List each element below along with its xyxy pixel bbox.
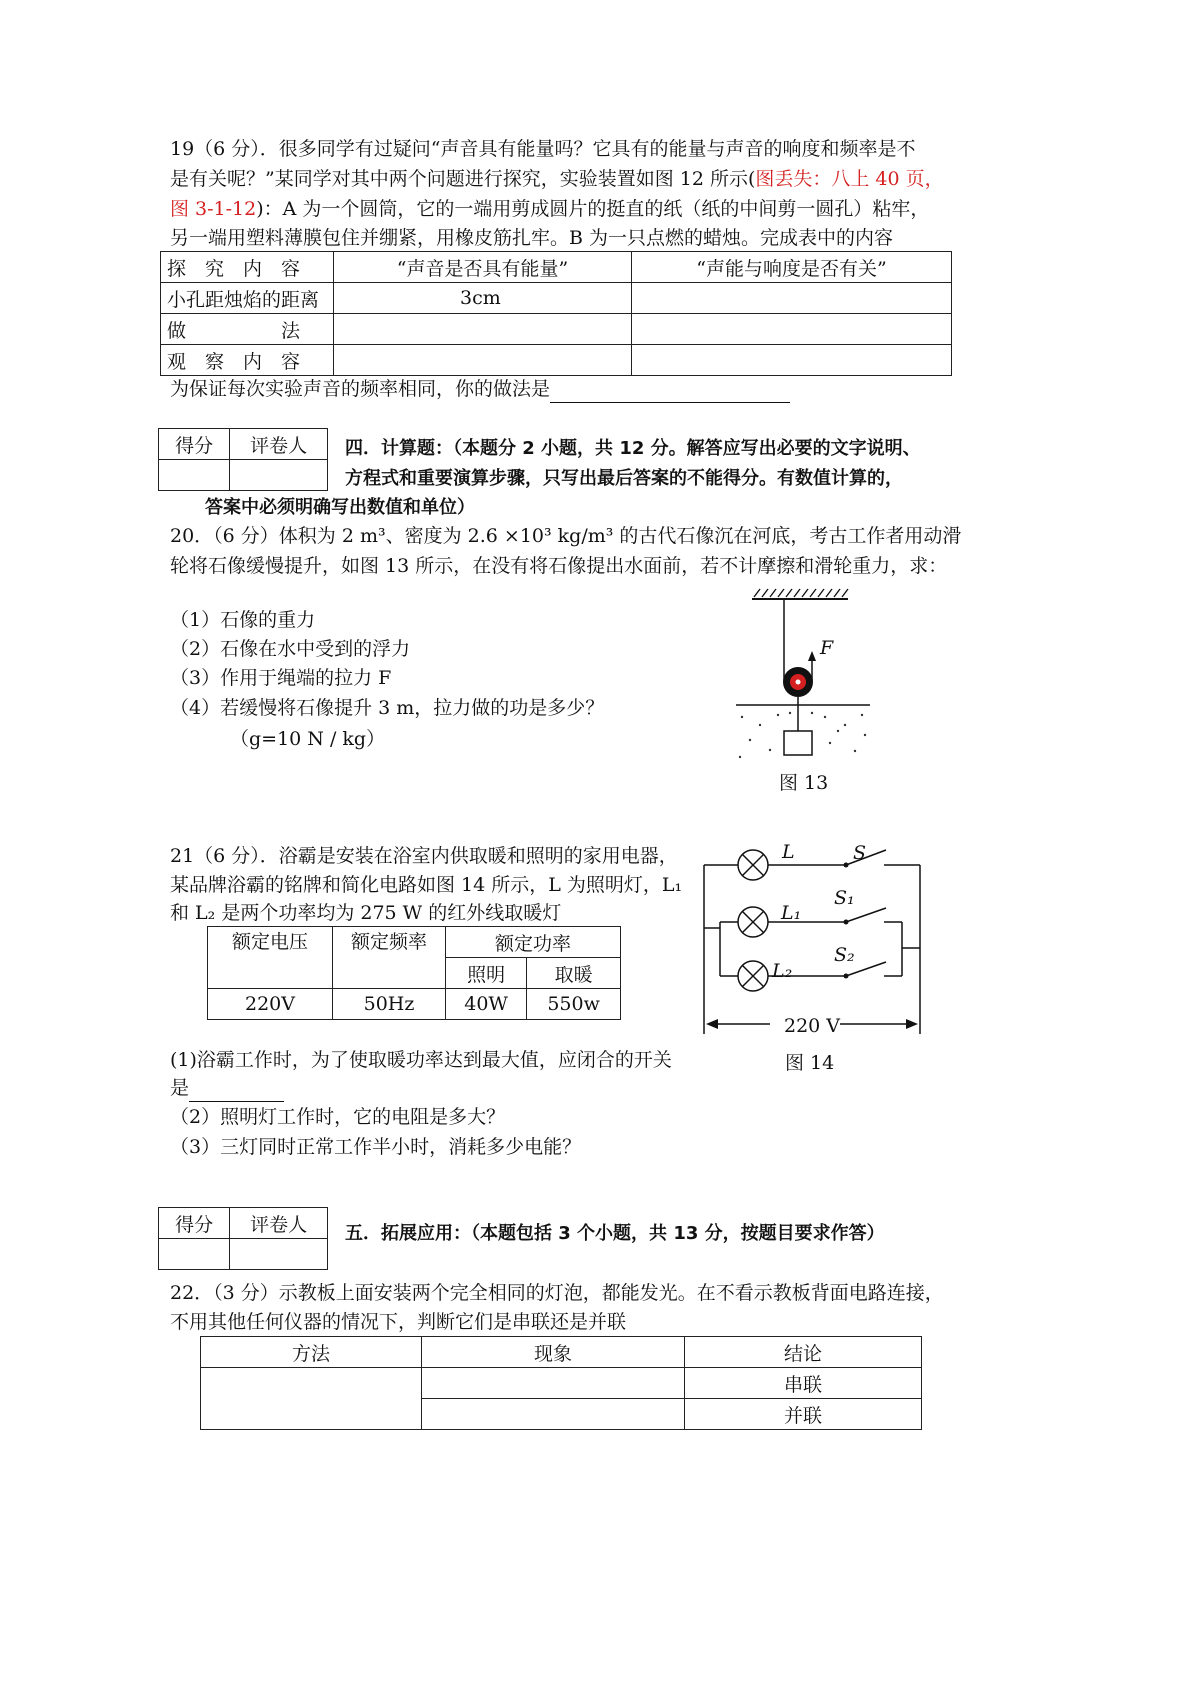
q21-frequency-value: 50Hz [333, 989, 446, 1020]
q21-sub-2: （2）照明灯工作时，它的电阻是多大？ [170, 1106, 506, 1128]
q19-frequency-text: 为保证每次实验声音的频率相同，你的做法是 [170, 378, 551, 400]
grader-cell[interactable] [230, 1239, 328, 1270]
q19-line-3-text: )：A 为一个圆筒，它的一端用剪成圆片的挺直的纸（纸的中间剪一圆孔）粘牢， [256, 198, 930, 220]
q21-lighting-header: 照明 [446, 958, 527, 989]
q19-missing-figure-note: 图丢失：八上 40 页， [755, 168, 944, 190]
q21-line-3: 和 L₂ 是两个功率均为 275 W 的红外线取暖灯 [170, 902, 562, 924]
figure-14-label-S1: S₁ [834, 887, 855, 909]
q19-line-4: 另一端用塑料薄膜包住并绷紧，用橡皮筋扎牢。B 为一只点燃的蜡烛。完成表中的内容 [170, 227, 894, 249]
figure-14-label-L: L [782, 841, 795, 863]
figure-14-label-S: S [853, 842, 867, 864]
q19-cell-method-energy[interactable] [334, 314, 632, 345]
q19-line-3 [170, 195, 929, 223]
q22-conclusion-header: 结论 [685, 1337, 922, 1368]
q21-nameplate-table [207, 926, 621, 1020]
grader-cell[interactable] [230, 460, 328, 491]
q21-lighting-value: 40W [446, 989, 527, 1020]
section-4-line-2: 方程式和重要演算步骤，只写出最后答案的不能得分。有数值计算的， [345, 468, 903, 489]
q19-cell-distance-energy: 3cm [334, 283, 632, 314]
q19-cell-distance-label: 小孔距烛焰的距离 [161, 283, 334, 314]
q22-line-1: 22．（3 分）示教板上面安装两个完全相同的灯泡，都能发光。在不看示教板背面电路连接， [170, 1282, 944, 1304]
q21-heating-header: 取暖 [527, 958, 621, 989]
q19-cell-observe-energy[interactable] [334, 345, 632, 376]
q19-cell-observe-loudness[interactable] [632, 345, 952, 376]
figure-13-force-label: F [820, 637, 834, 659]
q20-line-2: 轮将石像缓慢提升，如图 13 所示，在没有将石像提出水面前，若不计摩擦和滑轮重力，求： [170, 555, 948, 577]
figure-14-label-S2: S₂ [834, 944, 855, 966]
score-header: 得分 [159, 1208, 230, 1239]
q20-line-1: 20．（6 分）体积为 2 m³、密度为 2.6 ×10³ kg/m³ 的古代石像沉在河底，考古工作者用动滑 [170, 525, 962, 547]
score-header: 得分 [159, 429, 230, 460]
q22-method-header: 方法 [201, 1337, 422, 1368]
q19-line-2 [170, 165, 944, 193]
section-5-title: 五．拓展应用：（本题包括 3 个小题，共 13 分，按题目要求作答） [345, 1223, 885, 1244]
q19-cell-header-loudness: “声能与响度是否有关” [632, 252, 952, 283]
q19-cell-observe-label: 观 察 内 容 [161, 345, 334, 376]
q21-rated-frequency-header: 额定频率 [333, 927, 446, 989]
q22-table [200, 1336, 922, 1430]
q19-missing-figure-ref: 图 3-1-12 [170, 198, 257, 220]
section-4-line-3: 答案中必须明确写出数值和单位） [205, 497, 475, 518]
q21-sub-1-line-1: (1)浴霸工作时，为了使取暖功率达到最大值，应闭合的开关 [170, 1049, 672, 1071]
grader-header: 评卷人 [230, 1208, 328, 1239]
q20-item-1: （1）石像的重力 [170, 609, 316, 631]
figure-13-caption: 图 13 [779, 772, 829, 794]
figure-13-pulley [730, 585, 880, 785]
q21-rated-voltage-header: 额定电压 [208, 927, 333, 989]
q20-item-4: （4）若缓慢将石像提升 3 m，拉力做的功是多少？ [170, 697, 605, 719]
figure-14-circuit [700, 838, 930, 1038]
q21-switch-blank[interactable] [189, 1081, 284, 1102]
q19-frequency-blank[interactable] [550, 382, 790, 403]
q20-gravity-constant: （g=10 N / kg） [230, 728, 386, 750]
q19-cell-method-loudness[interactable] [632, 314, 952, 345]
q22-phenomenon-parallel-cell[interactable] [422, 1399, 685, 1430]
q21-heating-value: 550w [527, 989, 621, 1020]
q21-sub-1-line-2 [170, 1074, 284, 1102]
q19-table [160, 251, 952, 376]
figure-14-label-L2: L₂ [772, 960, 793, 982]
score-box-section-5 [158, 1207, 328, 1270]
q19-line-1: 19（6 分）．很多同学有过疑问“声音具有能量吗？它具有的能量与声音的响度和频率是不 [170, 138, 916, 160]
q19-frequency-line [170, 375, 790, 403]
q22-phenomenon-header: 现象 [422, 1337, 685, 1368]
q22-conclusion-series: 串联 [685, 1368, 922, 1399]
q21-rated-power-header: 额定功率 [446, 927, 621, 958]
q21-line-2: 某品牌浴霸的铭牌和简化电路如图 14 所示，L 为照明灯，L₁ [170, 874, 683, 896]
q19-cell-header-topic: 探 究 内 容 [161, 252, 334, 283]
q20-item-2: （2）石像在水中受到的浮力 [170, 638, 411, 660]
q21-sub-3: （3）三灯同时正常工作半小时，消耗多少电能？ [170, 1136, 582, 1158]
grader-header: 评卷人 [230, 429, 328, 460]
q22-line-2: 不用其他任何仪器的情况下，判断它们是串联还是并联 [170, 1311, 627, 1333]
q20-item-3: （3）作用于绳端的拉力 F [170, 667, 392, 689]
q22-conclusion-parallel: 并联 [685, 1399, 922, 1430]
score-cell[interactable] [159, 1239, 230, 1270]
q22-method-cell[interactable] [201, 1368, 422, 1430]
q19-line-2-text: 是有关呢？”某同学对其中两个问题进行探究，实验装置如图 12 所示( [170, 168, 756, 190]
score-box-section-4 [158, 428, 328, 491]
q21-voltage-value: 220V [208, 989, 333, 1020]
q19-cell-method-label: 做 法 [161, 314, 334, 345]
figure-14-label-L1: L₁ [781, 902, 802, 924]
figure-14-caption: 图 14 [785, 1052, 835, 1074]
q21-line-1: 21（6 分）．浴霸是安装在浴室内供取暖和照明的家用电器， [170, 845, 678, 867]
score-cell[interactable] [159, 460, 230, 491]
q21-sub-1-text: 是 [170, 1077, 190, 1099]
section-4-line-1: 四．计算题：（本题分 2 小题，共 12 分。解答应写出必要的文字说明、 [345, 438, 921, 459]
q19-cell-distance-loudness[interactable] [632, 283, 952, 314]
q19-cell-header-energy: “声音是否具有能量” [334, 252, 632, 283]
q22-phenomenon-series-cell[interactable] [422, 1368, 685, 1399]
figure-14-voltage-label: 220 V [784, 1015, 841, 1037]
